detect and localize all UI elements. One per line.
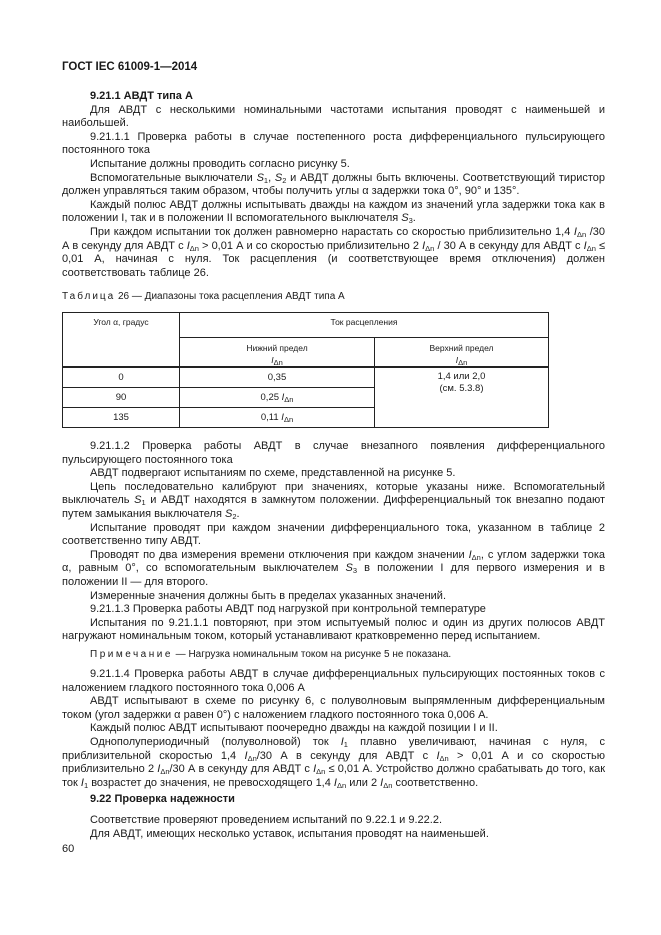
section-9-21-1 [62,90,605,280]
unit-sub: Δn [458,358,468,367]
paragraph [62,549,605,590]
document-header: ГОСТ IEC 61009-1—2014 [62,61,198,73]
symbol-subscript: 2 [282,175,287,185]
upper-label: Верхний предел [429,343,494,353]
text-run: АВДТ испытывают в схеме по рисунку 6, с полуволновым выпрямленным дифференциальным током (угол задержки α равен 0°) с наложением гладкого постоянного тока 0,006 А. [62,695,605,721]
text-run: АВДТ подвергают испытаниям по схеме, представленной на рисунке 5. [90,467,456,480]
lower-value: 0,11 [260,412,279,423]
text-run: , с углом задержки тока α, равным 0°, со вспомогательным выключателем [62,548,605,575]
text-run: / 30 А в секунду для АВДТ с [434,239,584,252]
unit-var: I [279,392,285,403]
text-run: соответственно. [392,776,479,789]
text-run: возрастет до значения, не превосходящего 1,4 [88,776,334,789]
symbol: I [436,749,440,762]
symbol: I [468,548,472,561]
text-run: 9.22 Проверка надежности [90,793,235,805]
text-run: > 0,01 А и со скоростью приблизительно 2 [198,239,423,252]
lower-value: 0,25 [260,392,280,403]
symbol-subscript: 1 [263,175,269,185]
cell-lower [180,388,375,408]
symbol-subscript: Δn [471,552,481,562]
symbol-subscript: Δn [383,780,393,790]
symbol-subscript: 2 [232,511,237,521]
paragraph [62,828,605,842]
text-run: ≤ 0,01 А, начиная с нуля. Ток расцепления (и соответствующее время отключения) должен соответствовать таблице 26. [62,239,606,279]
text-run: /30 А в секунду для АВДТ с [256,749,437,762]
text-run: Для АВДТ с несколькими номинальными частотами испытания проводят с наименьшей и наибольшей. [62,103,605,130]
symbol: I [333,776,337,789]
section-heading [62,90,605,104]
text-run: и АВДТ должны быть включены. Соответствующий тиристор должен управляться таким образом, чтобы получить углы α задержки тока 0°, 90° и 135°. [62,171,605,198]
symbol: I [80,776,84,789]
text-run: Однополупериодичный (полуволновой) ток [90,735,341,748]
unit-var: I [271,355,274,365]
symbol-subscript: 1 [343,739,348,749]
symbol: I [186,239,190,252]
symbol: I [583,239,587,252]
text-run: 9.21.1 АВДТ типа А [90,90,193,102]
symbol: S [256,171,264,184]
paragraph [62,104,605,131]
symbol: I [244,749,248,762]
section-9-22-heading [62,793,605,807]
symbol: S [345,562,353,575]
symbol-subscript: Δn [439,753,449,763]
note-label: Примечание [90,649,173,660]
upper-value: 1,4 или 2,0 [437,371,486,382]
text-run: Каждый полюс АВДТ испытывают поочередно дважды на каждой позиции I и II. [90,722,498,735]
paragraph [62,695,605,722]
cell-angle: 135 [63,408,180,428]
cell-lower [180,367,375,388]
paragraph [62,199,605,226]
symbol-subscript: Δn [586,243,596,253]
symbol-subscript: Δn [336,780,347,790]
paragraph [62,603,605,617]
text-run: или 2 [346,776,381,789]
text-run: /30 А в секунду для АВДТ с [62,225,605,252]
col-header-trip-current: Ток расцепления [180,313,549,338]
cell-angle: 90 [63,388,180,408]
text-run: и АВДТ находятся в замкнутом положении. Дифференциальный ток внезапно подают путем замыкания выключателя [62,494,606,520]
text-run: /30 А в секунду для АВДТ с [169,763,314,776]
text-run: , [268,171,275,184]
symbol-subscript: 1 [83,780,89,790]
text-run: Цепь последовательно калибруют при значениях, которые указаны ниже. Вспомогательный выключатель [62,480,605,507]
paragraph [62,158,605,172]
lower-label: Нижний предел [246,343,308,353]
table-caption [62,291,345,302]
text-run: Испытание должны проводить согласно рисунку 5. [90,157,350,170]
symbol: S [274,171,283,184]
paragraph [62,440,605,467]
text-run: 9.21.1.3 Проверка работы АВДТ под нагрузкой при контрольной температуре [90,603,486,616]
text-run: Каждый полюс АВДТ должны испытывать дважды на каждом из значений угла задержки тока как в положении I, так и в положении II вспомогательного выключателя [62,198,605,225]
symbol-subscript: Δn [316,767,326,777]
symbol-subscript: Δn [189,243,199,253]
note [90,649,451,660]
symbol: I [422,239,426,252]
symbol: I [340,735,344,748]
cell-angle: 0 [63,367,180,388]
text-run: 9.21.1.2 Проверка работы АВДТ в случае внезапного появления дифференциального пульсирующего постоянного тока [62,440,605,466]
col-header-upper [375,338,549,368]
section-heading [62,793,605,807]
text-run: 9.21.1.4 Проверка работы АВДТ в случае дифференциальных пульсирующих постоянных токов с наложением гладкого постоянного тока 0,006 А [62,668,605,694]
paragraph [62,814,605,828]
text-run: Проводят по два измерения времени отключения при каждом значении [90,548,469,561]
paragraph [62,722,605,736]
paragraph [62,590,605,604]
unit-var: I [278,412,284,423]
section-9-21-1-4 [62,668,605,790]
page-number: 60 [62,843,75,855]
paragraph [62,467,605,481]
text-run: Испытание проводят при каждом значении дифференциального тока, указанном в таблице 2 соответственно типу АВДТ. [62,521,605,548]
table-caption-text: 26 — Диапазоны тока расцепления АВДТ типа А [115,291,345,302]
symbol: I [573,225,577,238]
trip-current-table [62,312,549,428]
text-run: . [236,507,240,520]
paragraph [62,617,605,644]
table-row [63,367,549,388]
paragraph [62,226,605,280]
text-run: Измеренные значения должны быть в пределах указанных значений. [90,589,447,602]
symbol-subscript: 3 [408,216,413,226]
symbol-subscript: Δn [160,767,170,777]
unit-sub: Δn [283,415,294,424]
text-run: плавно увеличивают, начиная с нуля, с приблизительной скоростью 1,4 [62,735,605,762]
paragraph [62,131,605,158]
section-9-22-body [62,814,605,841]
unit-sub: Δn [273,358,283,367]
symbol-subscript: 3 [352,566,358,576]
text-run: . [412,212,416,225]
symbol-subscript: 1 [141,498,146,508]
col-header-lower [180,338,375,368]
symbol: I [313,763,317,776]
lower-value: 0,35 [267,372,287,383]
col-header-angle: Угол α, градус [63,313,180,368]
symbol-subscript: Δn [576,229,587,239]
paragraph [62,668,605,695]
text-run: Вспомогательные выключатели [90,171,257,184]
symbol: I [157,763,161,776]
text-run: Для АВДТ, имеющих несколько уставок, испытания проводят на наименьшей. [90,827,489,840]
paragraph [62,522,605,549]
section-9-21-1-2 [62,440,605,644]
cell-lower [180,408,375,428]
paragraph [62,172,605,199]
text-run: Испытания по 9.21.1.1 повторяют, при этом испытуемый полюс и один из других полюсов АВДТ нагружают номинальным током, который устанавливают кратковременно перед испытанием. [62,616,605,643]
symbol: S [224,507,233,520]
symbol-subscript: Δn [425,243,435,253]
symbol: S [134,494,142,507]
text-run: При каждом испытании ток должен равномерно нарастать со скоростью приблизительно 1,4 [90,225,574,238]
unit-sub: Δn [284,395,294,404]
text-run: 9.21.1.1 Проверка работы в случае постепенного роста дифференциального пульсирующего постоянного тока [62,130,605,157]
paragraph [62,481,605,522]
upper-reference: (см. 5.3.8) [439,383,484,394]
paragraph [62,736,605,790]
text-run: > 0,01 А и со скоростью приблизительно 2 [62,749,605,776]
text-run: ≤ 0,01 А. Устройство должно срабатывать до того, как ток [62,763,606,789]
symbol: S [401,212,409,225]
symbol: I [380,776,384,789]
table-caption-prefix: Таблица [62,291,116,302]
cell-upper [375,367,549,428]
text-run: Соответствие проверяют проведением испытаний по 9.22.1 и 9.22.2. [90,814,442,826]
unit-var: I [455,355,459,365]
symbol-subscript: Δn [247,753,257,763]
note-text: — Нагрузка номинальным током на рисунке 5 не показана. [172,649,452,660]
text-run: в положении I для первого измерения и в положении II — для второго. [62,562,605,588]
